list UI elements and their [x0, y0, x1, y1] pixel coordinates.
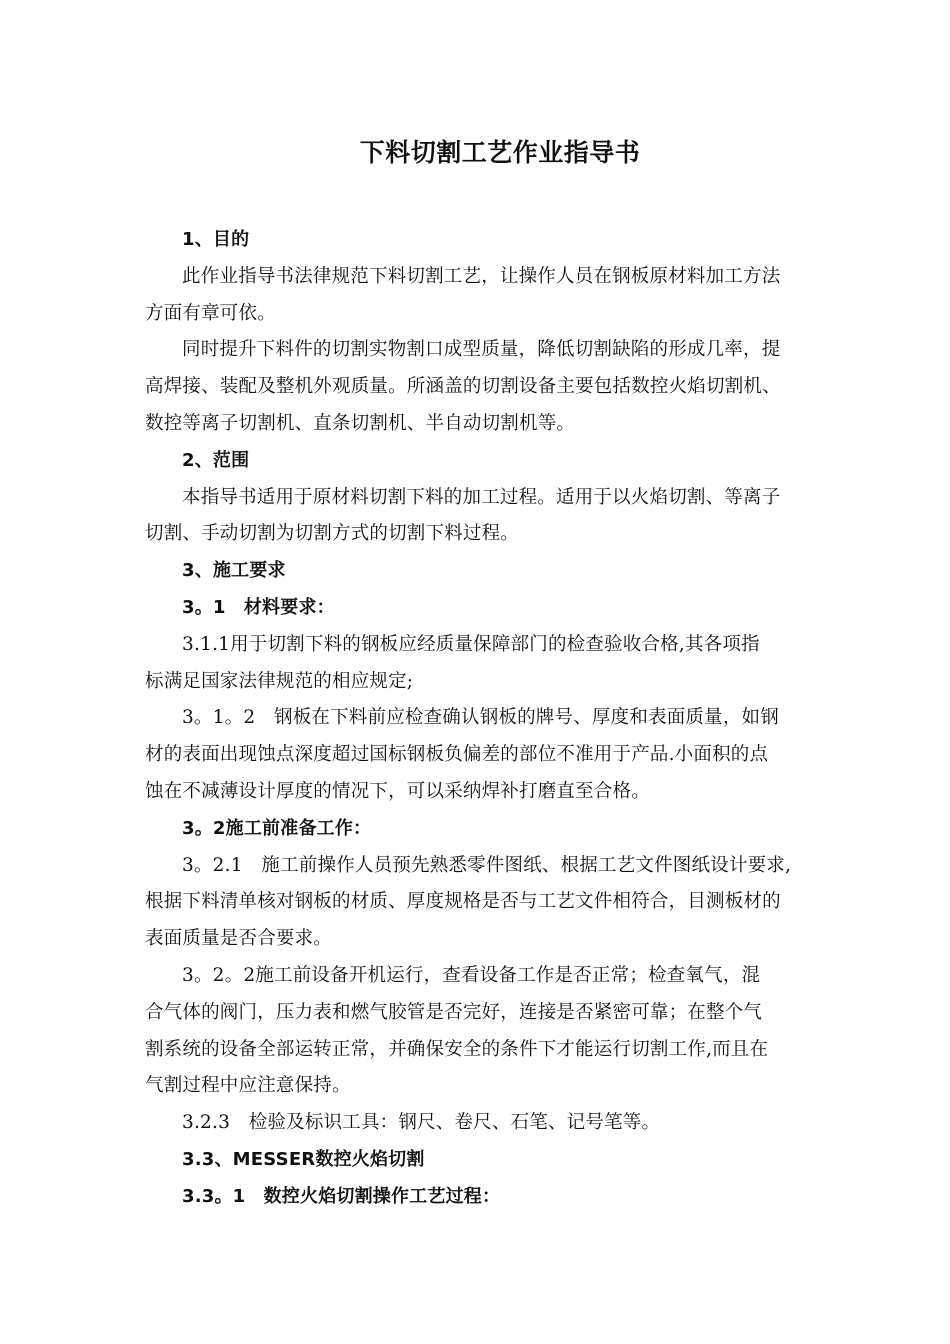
- subsection-heading-messer: 3.3、MESSER数控火焰切割: [182, 1148, 425, 1170]
- paragraph-line: 同时提升下料件的切割实物割口成型质量，降低切割缺陷的形成几率，提: [182, 339, 781, 361]
- paragraph-line: 此作业指导书法律规范下料切割工艺，让操作人员在钢板原材料加工方法: [182, 265, 781, 287]
- section-heading-requirements: 3、施工要求: [182, 560, 286, 582]
- paragraph-line: 3。1。2 钢板在下料前应检查确认钢板的牌号、厚度和表面质量，如钢: [182, 707, 779, 729]
- paragraph-line: 气割过程中应注意保持。: [145, 1075, 351, 1097]
- paragraph-line: 材的表面出现蚀点深度超过国标钢板负偏差的部位不准用于产品.小面积的点: [145, 744, 769, 766]
- paragraph-line: 割系统的设备全部运转正常，并确保安全的条件下才能运行切割工作,而且在: [145, 1038, 769, 1060]
- section-heading-purpose: 1、目的: [182, 229, 250, 250]
- subsection-heading-materials: 3。1 材料要求：: [182, 596, 335, 618]
- paragraph-line: 3.1.1用于切割下料的钢板应经质量保障部门的检查验收合格,其各项指: [182, 633, 760, 655]
- paragraph-line: 本指导书适用于原材料切割下料的加工过程。适用于以火焰切割、等离子: [182, 486, 781, 508]
- paragraph-line: 高焊接、装配及整机外观质量。所涵盖的切割设备主要包括数控火焰切割机、: [145, 376, 781, 398]
- section-heading-scope: 2、范围: [182, 449, 250, 471]
- subsection-heading-preparation: 3。2施工前准备工作：: [182, 817, 372, 839]
- paragraph-line: 蚀在不减薄设计厚度的情况下，可以采纳焊补打磨直至合格。: [145, 780, 650, 802]
- document-body: [145, 222, 810, 1216]
- paragraph-line: 3。2.1 施工前操作人员预先熟悉零件图纸、根据工艺文件图纸设计要求,: [182, 854, 792, 876]
- paragraph-line: 3.2.3 检验及标识工具：钢尺、卷尺、石笔、记号笔等。: [182, 1112, 661, 1134]
- paragraph-line: 合气体的阀门，压力表和燃气胶管是否完好，连接是否紧密可靠；在整个气: [145, 1001, 763, 1023]
- paragraph-line: 数控等离子切割机、直条切割机、半自动切割机等。: [145, 412, 576, 434]
- paragraph-line: 3。2。2施工前设备开机运行，查看设备工作是否正常；检查氧气，混: [182, 964, 761, 986]
- paragraph-line: 表面质量是否合要求。: [145, 928, 333, 950]
- paragraph-line: 方面有章可依。: [145, 302, 276, 324]
- paragraph-line: 根据下料清单核对钢板的材质、厚度规格是否与工艺文件相符合，目测板材的: [145, 891, 781, 913]
- paragraph-line: 标满足国家法律规范的相应规定;: [145, 670, 414, 692]
- subsection-heading-process: 3.3。1 数控火焰切割操作工艺过程：: [182, 1185, 501, 1207]
- paragraph-line: 切割、手动切割为切割方式的切割下料过程。: [145, 523, 520, 545]
- document-title: 下料切割工艺作业指导书: [359, 138, 641, 167]
